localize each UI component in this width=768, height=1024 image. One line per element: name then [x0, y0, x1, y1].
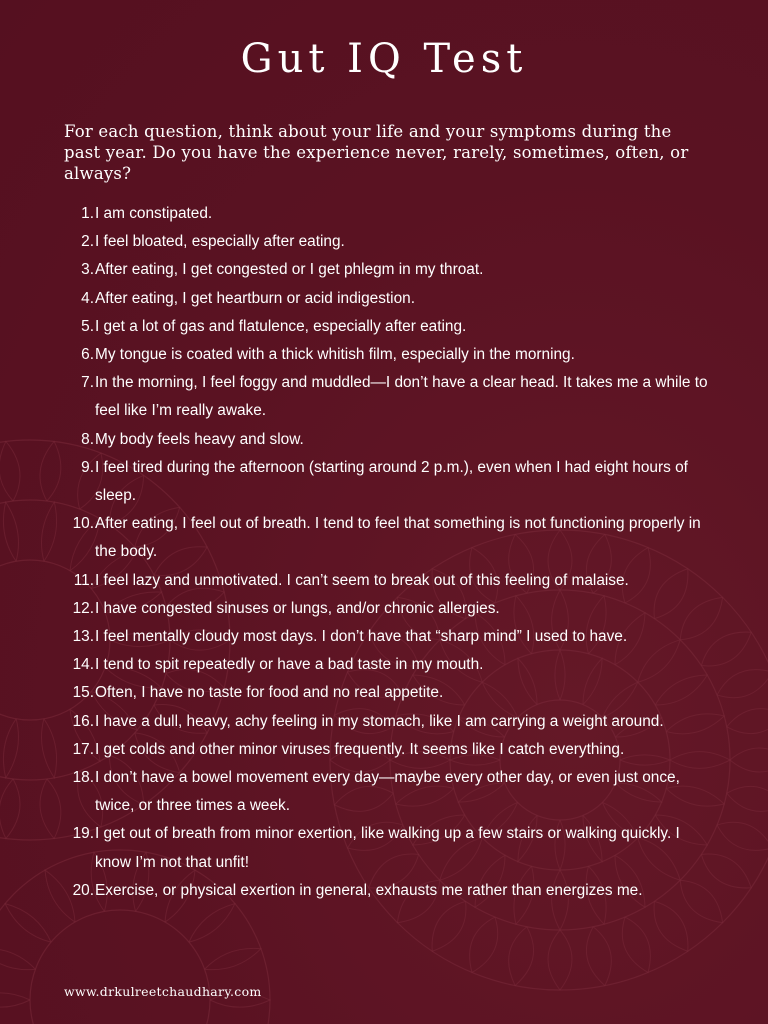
question-item — [0, 426, 720, 454]
question-item — [0, 228, 720, 256]
mandala-petal — [0, 948, 35, 969]
question-text: I feel bloated, especially after eating. — [95, 233, 345, 251]
question-text: I feel lazy and unmotivated. I can’t seem to break out of this feeling of malaise. — [95, 571, 629, 589]
question-number: 4. — [81, 289, 94, 307]
question-number: 8. — [81, 430, 94, 448]
mandala-petal — [717, 822, 768, 850]
question-number: 6. — [81, 346, 94, 364]
question-text: I get out of breath from minor exertion, like walking up a few stairs or walking quickly. I know I’m not that unfit! — [95, 825, 680, 871]
mandala-petal — [205, 948, 261, 969]
question-number: 20. — [72, 881, 94, 899]
question-number: 16. — [72, 712, 94, 730]
question-item — [0, 764, 720, 820]
question-item — [0, 341, 720, 369]
question-text: Often, I have no taste for food and no real appetite. — [95, 684, 444, 702]
question-number: 17. — [72, 740, 94, 758]
question-item — [0, 567, 720, 595]
question-text: Exercise, or physical exertion in general, exhausts me rather than energizes me. — [95, 881, 643, 899]
question-item — [0, 369, 720, 425]
mandala-petal — [730, 748, 768, 772]
mandala-petal — [432, 901, 466, 951]
question-number: 2. — [81, 233, 94, 251]
question-number: 11. — [73, 571, 94, 589]
mandala-petal — [509, 927, 534, 986]
question-text: I don’t have a bowel movement every day—maybe every other day, or even just once, twice, or three times a week. — [95, 769, 680, 815]
question-list — [0, 200, 720, 905]
question-item — [0, 313, 720, 341]
mandala-petal — [470, 917, 498, 972]
question-item — [0, 820, 720, 876]
question-item — [0, 510, 720, 566]
question-text: I get colds and other minor viruses frequently. It seems like I catch everything. — [95, 740, 625, 758]
question-number: 18. — [72, 769, 94, 787]
question-item — [0, 285, 720, 313]
question-number: 19. — [72, 825, 94, 843]
question-item — [0, 877, 720, 905]
question-item — [0, 736, 720, 764]
mandala-petal — [717, 670, 768, 698]
question-number: 5. — [81, 317, 94, 335]
question-number: 13. — [72, 628, 94, 646]
question-item — [0, 454, 720, 510]
question-text: After eating, I get heartburn or acid indigestion. — [95, 289, 415, 307]
question-text: I have congested sinuses or lungs, and/or chronic allergies. — [95, 599, 500, 617]
question-number: 12. — [72, 599, 94, 617]
page-title: Gut IQ Test — [240, 36, 528, 82]
question-number: 1. — [81, 205, 94, 222]
question-item — [0, 256, 720, 284]
question-item — [0, 651, 720, 679]
mandala-petal — [189, 904, 235, 943]
website-url: www.drkulreetchaudhary.com — [64, 984, 262, 999]
mandala-petal — [586, 927, 611, 986]
question-item — [0, 679, 720, 707]
mandala-petal — [727, 709, 768, 734]
question-text: After eating, I feel out of breath. I tend to feel that something is not functioning properly in the body. — [95, 515, 701, 561]
mandala-petal — [654, 901, 688, 951]
question-item — [0, 200, 720, 228]
question-number: 7. — [81, 374, 94, 392]
intro-paragraph: For each question, think about your life and your symptoms during the past year. Do you have the experience never, rarely, sometimes, often, or always? — [64, 122, 689, 183]
mandala-petal — [5, 904, 51, 943]
question-number: 14. — [72, 656, 94, 674]
question-number: 9. — [81, 458, 94, 476]
question-text: I feel mentally cloudy most days. I don’t have that “sharp mind” I used to have. — [95, 628, 628, 646]
question-text: After eating, I get congested or I get phlegm in my throat. — [95, 261, 484, 279]
mandala-petal — [622, 917, 650, 972]
question-text: I have a dull, heavy, achy feeling in my stomach, like I am carrying a weight around. — [95, 712, 664, 730]
question-text: I feel tired during the afternoon (starting around 2 p.m.), even when I had eight hours of sleep. — [95, 458, 688, 505]
question-text: I get a lot of gas and flatulence, especially after eating. — [95, 317, 467, 335]
question-text: In the morning, I feel foggy and muddled—I don’t have a clear head. It takes me a while to feel like I’m really awake. — [95, 374, 708, 420]
question-text: My body feels heavy and slow. — [95, 430, 304, 448]
question-item — [0, 595, 720, 623]
mandala-petal — [0, 993, 30, 1007]
question-number: 10. — [72, 515, 94, 533]
question-item — [0, 623, 720, 651]
question-item — [0, 708, 720, 736]
mandala-petal — [548, 930, 572, 990]
question-number: 3. — [81, 261, 94, 279]
question-number: 15. — [72, 684, 94, 702]
question-text: I tend to spit repeatedly or have a bad taste in my mouth. — [95, 656, 484, 674]
question-text: I am constipated. — [95, 205, 213, 222]
question-text: My tongue is coated with a thick whitish film, especially in the morning. — [95, 346, 575, 364]
mandala-petal — [727, 786, 768, 811]
